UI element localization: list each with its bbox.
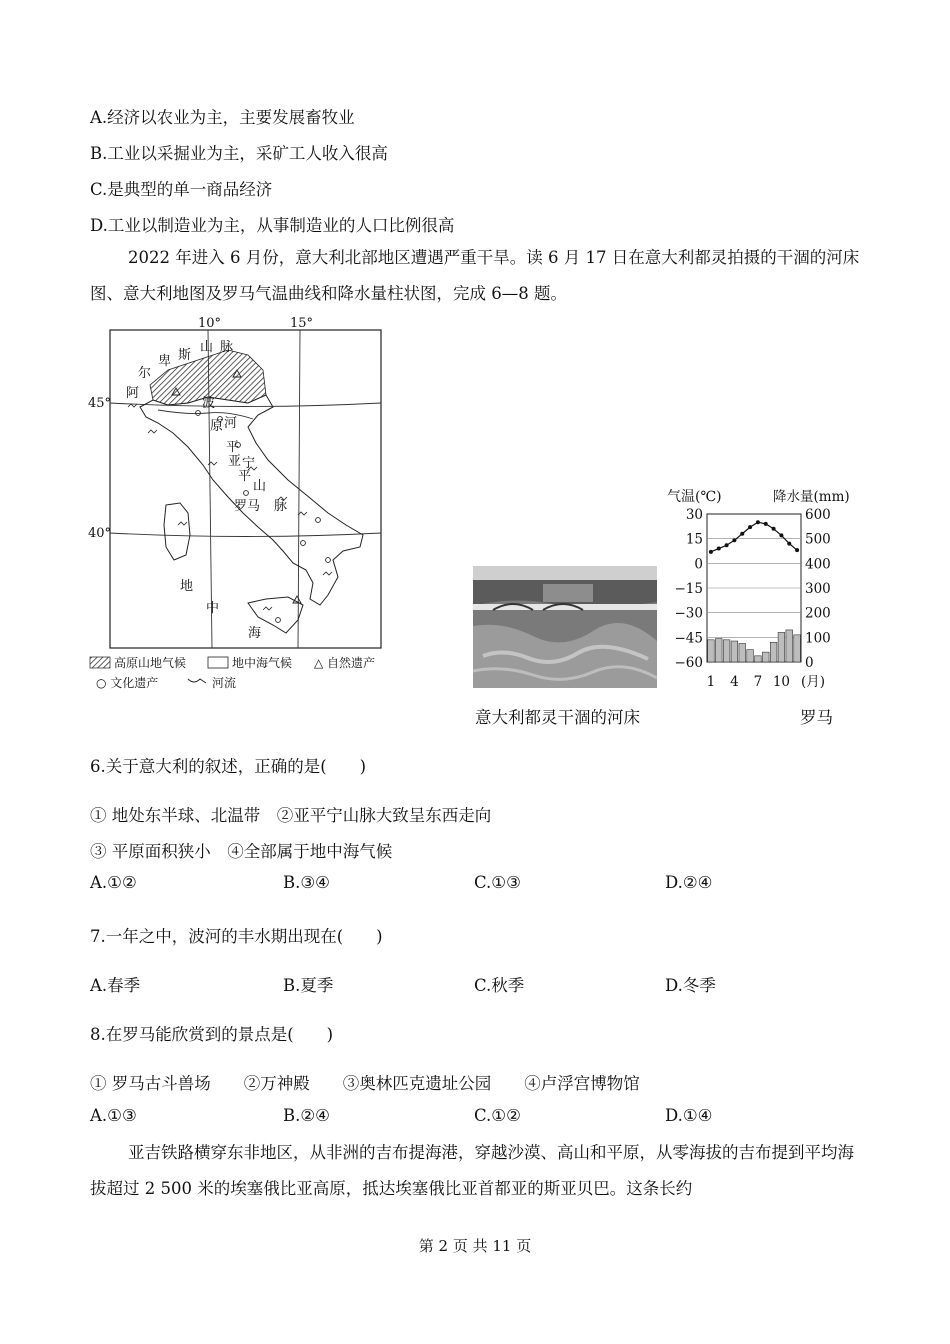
q7-option-d[interactable]: D.冬季	[665, 976, 716, 995]
next-paragraph: 亚吉铁路横穿东非地区，从非洲的吉布提海港，穿越沙漠、高山和平原，从零海拔的吉布提到平均海拔超过 2 500 米的埃塞俄比亚高原，抵达埃塞俄比亚首都亚的斯亚贝巴。这条长约	[90, 1143, 854, 1198]
precipitation-bar	[708, 640, 715, 662]
temperature-point	[795, 548, 799, 552]
temperature-point	[779, 533, 783, 537]
right-tick-label: 300	[805, 581, 831, 597]
q7-option-a[interactable]: A.春季	[90, 976, 141, 995]
q6-option-b[interactable]: B.③④	[283, 873, 330, 892]
temperature-point	[748, 525, 752, 529]
legend-highland: 高原山地气候	[114, 656, 187, 670]
italy-map-figure	[88, 315, 393, 695]
place-label: 阿	[126, 386, 140, 401]
legend-river: 河流	[212, 676, 237, 690]
left-tick-label: 30	[685, 507, 703, 523]
precipitation-bar	[715, 639, 722, 662]
left-tick-label: −15	[674, 581, 703, 597]
precipitation-bar	[794, 635, 801, 662]
q8-option-d[interactable]: D.①④	[665, 1106, 713, 1125]
place-label: 宁	[242, 456, 256, 471]
temperature-line	[711, 522, 797, 552]
place-label: 卑	[158, 354, 172, 369]
right-axis-label: 降水量(mm)	[773, 489, 850, 505]
lon-label-15: 15°	[290, 316, 314, 331]
temperature-point	[732, 538, 736, 542]
temperature-point	[717, 547, 721, 551]
right-tick-label: 100	[805, 630, 831, 647]
q7-option-b[interactable]: B.夏季	[283, 976, 334, 995]
climate-chart-svg	[663, 484, 863, 694]
right-tick-label: 200	[805, 605, 831, 622]
place-label: 河	[224, 416, 238, 431]
q7-option-c[interactable]: C.秋季	[474, 976, 525, 995]
place-label: 尔	[138, 366, 152, 381]
precipitation-bar	[731, 641, 738, 662]
place-label: 原	[210, 419, 224, 434]
left-tick-label: 0	[694, 556, 703, 573]
place-label: 脉	[220, 340, 234, 355]
temperature-point	[709, 550, 713, 554]
sea-label: 中	[206, 601, 220, 616]
x-tick-label: 10	[772, 674, 791, 690]
temperature-point	[787, 542, 791, 546]
place-label: 平	[226, 440, 240, 455]
right-tick-label: 0	[805, 655, 814, 671]
q6-item-2: ③ 平原面积狭小 ④全部属于地中海气候	[90, 842, 393, 861]
rome-label: 罗马	[234, 499, 261, 514]
x-tick-label: 7	[753, 674, 763, 690]
q8-items: ① 罗马古斗兽场 ②万神殿 ③奥林匹克遗址公园 ④卢浮宫博物馆	[90, 1074, 640, 1093]
precipitation-bar	[778, 632, 785, 662]
italy-map	[88, 315, 393, 695]
left-tick-label: 15	[685, 531, 703, 548]
right-tick-label: 600	[805, 507, 831, 523]
right-tick-label: 400	[805, 556, 831, 573]
lat-label-40: 40°	[88, 526, 112, 541]
prev-option-b: B.工业以采掘业为主，采矿工人收入很高	[90, 144, 388, 163]
q8-option-b[interactable]: B.②④	[283, 1106, 330, 1125]
intro-paragraph: 2022 年进入 6 月份，意大利北部地区遭遇严重干旱。读 6 月 17 日在意大利都灵拍摄的干涸的河床图、意大利地图及罗马气温曲线和降水量柱状图，完成 6—8 题。	[90, 248, 860, 303]
dry-riverbed-image	[473, 566, 657, 688]
prev-option-a: A.经济以农业为主，主要发展畜牧业	[90, 108, 355, 127]
temperature-point	[756, 520, 760, 524]
x-tick-label: (月)	[800, 674, 826, 690]
left-axis-label: 气温(℃)	[667, 489, 722, 505]
lat-label-45: 45°	[88, 396, 112, 411]
precipitation-bar	[723, 640, 730, 662]
left-tick-label: −60	[674, 655, 703, 671]
q6-stem: 6.关于意大利的叙述，正确的是( )	[90, 757, 367, 776]
place-label: 脉	[274, 499, 288, 514]
temperature-point	[725, 543, 729, 547]
x-tick-label: 1	[706, 674, 716, 690]
q6-item-1: ① 地处东半球、北温带 ②亚平宁山脉大致呈东西走向	[90, 806, 492, 825]
page-footer: 第 2 页 共 11 页	[418, 1237, 532, 1255]
lon-label-10: 10°	[198, 316, 222, 331]
place-label: 斯	[178, 348, 192, 363]
temperature-point	[764, 522, 768, 526]
precipitation-bar	[755, 656, 762, 662]
precipitation-bar	[770, 642, 777, 662]
q8-option-a[interactable]: A.①③	[90, 1106, 137, 1125]
left-tick-label: −30	[674, 605, 703, 622]
right-tick-label: 500	[805, 531, 831, 548]
prev-option-c: C.是典型的单一商品经济	[90, 180, 273, 199]
precipitation-bar	[747, 650, 754, 662]
legend-natural-heritage: △ 自然遗产	[314, 656, 376, 670]
legend-mediterranean: 地中海气候	[232, 656, 293, 670]
q6-option-a[interactable]: A.①②	[90, 873, 137, 892]
q8-stem: 8.在罗马能欣赏到的景点是( )	[90, 1025, 334, 1044]
q7-stem: 7.一年之中，波河的丰水期出现在( )	[90, 927, 383, 946]
temperature-point	[772, 527, 776, 531]
temperature-point	[740, 532, 744, 536]
precipitation-bar	[786, 630, 793, 662]
prev-option-d: D.工业以制造业为主，从事制造业的人口比例很高	[90, 216, 455, 235]
chart-caption: 罗马	[800, 708, 833, 727]
place-label: 波	[202, 396, 216, 411]
place-label: 平	[238, 469, 252, 484]
left-tick-label: −45	[674, 630, 703, 647]
precipitation-bar	[762, 652, 769, 662]
photo-caption: 意大利都灵干涸的河床	[475, 708, 640, 727]
rome-climate-chart	[663, 484, 863, 694]
precipitation-bar	[739, 644, 746, 663]
place-label: 山	[253, 479, 267, 494]
sea-label: 海	[248, 626, 262, 641]
x-tick-label: 4	[730, 674, 739, 690]
dry-riverbed-photo	[473, 566, 657, 688]
q6-option-c[interactable]: C.①③	[474, 873, 521, 892]
q6-option-d[interactable]: D.②④	[665, 873, 713, 892]
q8-option-c[interactable]: C.①②	[474, 1106, 521, 1125]
place-label: 山	[200, 340, 214, 355]
sea-label: 地	[180, 579, 194, 594]
legend-cultural-heritage: ○ 文化遗产	[96, 676, 159, 690]
place-label: 亚	[228, 454, 242, 469]
